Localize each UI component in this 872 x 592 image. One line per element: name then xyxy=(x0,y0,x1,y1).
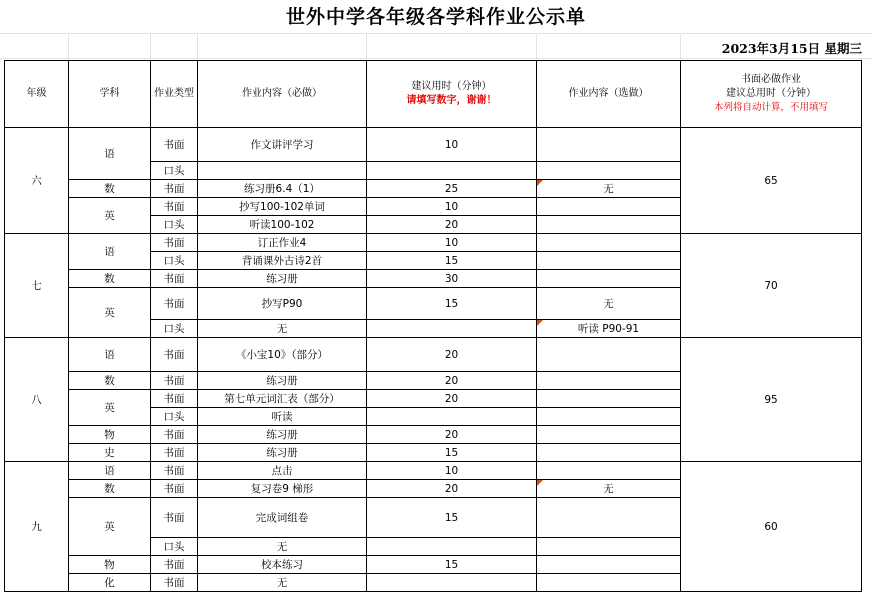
optional-cell[interactable] xyxy=(537,180,681,198)
total-cell[interactable]: 60 xyxy=(681,462,862,592)
time-cell[interactable]: 15 xyxy=(367,498,537,538)
type-cell[interactable]: 书面 xyxy=(151,338,198,372)
optional-cell[interactable] xyxy=(537,390,681,408)
time-cell[interactable] xyxy=(367,162,537,180)
content-cell[interactable]: 练习册 xyxy=(198,426,367,444)
header-type: 作业类型 xyxy=(151,61,198,128)
grade-cell[interactable]: 七 xyxy=(5,234,69,338)
subject-cell[interactable]: 史 xyxy=(69,444,151,462)
time-cell[interactable]: 20 xyxy=(367,216,537,234)
table-row xyxy=(5,462,862,480)
optional-cell[interactable] xyxy=(537,252,681,270)
type-cell[interactable]: 书面 xyxy=(151,444,198,462)
type-cell[interactable]: 口头 xyxy=(151,216,198,234)
subject-cell[interactable]: 语 xyxy=(69,338,151,372)
type-cell[interactable]: 书面 xyxy=(151,372,198,390)
type-cell[interactable]: 书面 xyxy=(151,288,198,320)
time-cell[interactable]: 15 xyxy=(367,556,537,574)
optional-cell[interactable] xyxy=(537,216,681,234)
type-cell[interactable]: 书面 xyxy=(151,270,198,288)
subject-cell[interactable]: 数 xyxy=(69,480,151,498)
header-time-line1: 建议用时（分钟） xyxy=(411,81,492,92)
type-cell[interactable]: 书面 xyxy=(151,556,198,574)
type-cell[interactable]: 书面 xyxy=(151,426,198,444)
content-cell[interactable]: 作文讲评学习 xyxy=(198,128,367,162)
type-cell[interactable]: 口头 xyxy=(151,320,198,338)
type-cell[interactable]: 书面 xyxy=(151,234,198,252)
content-cell[interactable]: 抄写100-102单词 xyxy=(198,198,367,216)
subject-cell[interactable]: 语 xyxy=(69,128,151,180)
header-subject: 学科 xyxy=(69,61,151,128)
date-label: 2023年3月15日 星期三 xyxy=(721,41,862,56)
optional-cell[interactable] xyxy=(537,338,681,372)
time-cell[interactable]: 20 xyxy=(367,426,537,444)
comment-indicator-icon xyxy=(537,480,543,486)
time-cell[interactable]: 20 xyxy=(367,338,537,372)
subject-cell[interactable]: 英 xyxy=(69,498,151,556)
total-cell[interactable]: 95 xyxy=(681,338,862,462)
header-row xyxy=(5,61,862,128)
optional-text: 听读 P90-91 xyxy=(577,322,640,335)
content-cell[interactable]: 练习册 xyxy=(198,270,367,288)
optional-cell[interactable] xyxy=(537,270,681,288)
content-cell[interactable]: 练习册6.4（1） xyxy=(198,180,367,198)
table-row xyxy=(5,338,862,372)
optional-cell[interactable] xyxy=(537,444,681,462)
type-cell[interactable]: 书面 xyxy=(151,480,198,498)
subject-cell[interactable]: 数 xyxy=(69,180,151,198)
header-content-required: 作业内容（必做） xyxy=(198,61,367,128)
optional-cell[interactable] xyxy=(537,408,681,426)
type-cell[interactable]: 书面 xyxy=(151,390,198,408)
table-row xyxy=(5,234,862,252)
subject-cell[interactable]: 数 xyxy=(69,372,151,390)
time-cell[interactable] xyxy=(367,408,537,426)
type-cell[interactable]: 书面 xyxy=(151,128,198,162)
time-cell[interactable]: 15 xyxy=(367,252,537,270)
homework-table xyxy=(4,60,862,592)
type-cell[interactable]: 书面 xyxy=(151,498,198,538)
content-cell[interactable]: 《小宝10》（部分） xyxy=(198,338,367,372)
grade-cell[interactable]: 六 xyxy=(5,128,69,234)
time-cell[interactable]: 15 xyxy=(367,288,537,320)
time-cell[interactable]: 15 xyxy=(367,444,537,462)
content-cell[interactable]: 复习卷9 梯形 xyxy=(198,480,367,498)
grade-cell[interactable]: 九 xyxy=(5,462,69,592)
content-cell[interactable]: 练习册 xyxy=(198,372,367,390)
content-cell[interactable]: 练习册 xyxy=(198,444,367,462)
subject-cell[interactable]: 数 xyxy=(69,270,151,288)
type-cell[interactable]: 书面 xyxy=(151,574,198,592)
time-cell[interactable]: 10 xyxy=(367,462,537,480)
optional-cell[interactable] xyxy=(537,498,681,538)
content-cell[interactable]: 无 xyxy=(198,574,367,592)
content-cell[interactable]: 第七单元词汇表（部分） xyxy=(198,390,367,408)
time-cell[interactable]: 20 xyxy=(367,480,537,498)
subject-cell[interactable]: 化 xyxy=(69,574,151,592)
optional-cell[interactable] xyxy=(537,234,681,252)
subject-cell[interactable]: 英 xyxy=(69,390,151,426)
time-cell[interactable]: 10 xyxy=(367,234,537,252)
content-cell[interactable] xyxy=(198,162,367,180)
header-time-line2: 请填写数字，谢谢！ xyxy=(406,95,497,106)
time-cell[interactable]: 30 xyxy=(367,270,537,288)
type-cell[interactable]: 口头 xyxy=(151,538,198,556)
optional-text: 无 xyxy=(603,482,614,495)
optional-cell[interactable] xyxy=(537,426,681,444)
content-cell[interactable]: 订正作业4 xyxy=(198,234,367,252)
content-cell[interactable]: 无 xyxy=(198,320,367,338)
header-time xyxy=(367,61,537,128)
page-title: 世外中学各年级各学科作业公示单 xyxy=(285,6,586,28)
type-cell[interactable]: 书面 xyxy=(151,462,198,480)
subject-cell[interactable]: 英 xyxy=(69,198,151,234)
content-cell[interactable]: 背诵课外古诗2首 xyxy=(198,252,367,270)
time-cell[interactable]: 20 xyxy=(367,372,537,390)
optional-cell[interactable] xyxy=(537,574,681,592)
header-total-line1: 书面必做作业 xyxy=(741,74,801,85)
header-total-line3: 本列将自动计算，不用填写 xyxy=(713,102,828,113)
optional-cell[interactable] xyxy=(537,538,681,556)
content-cell[interactable]: 听读 xyxy=(198,408,367,426)
optional-text: 无 xyxy=(603,182,614,195)
time-cell[interactable]: 25 xyxy=(367,180,537,198)
content-cell[interactable]: 听读100-102 xyxy=(198,216,367,234)
total-cell[interactable]: 70 xyxy=(681,234,862,338)
optional-cell[interactable]: 无 xyxy=(537,288,681,320)
type-cell[interactable]: 口头 xyxy=(151,408,198,426)
subject-cell[interactable]: 物 xyxy=(69,426,151,444)
type-cell[interactable]: 书面 xyxy=(151,180,198,198)
optional-cell[interactable] xyxy=(537,372,681,390)
optional-cell[interactable] xyxy=(537,128,681,162)
header-grade: 年级 xyxy=(5,61,69,128)
type-cell[interactable]: 口头 xyxy=(151,162,198,180)
total-cell[interactable]: 65 xyxy=(681,128,862,234)
header-content-optional: 作业内容（选做） xyxy=(537,61,681,128)
comment-indicator-icon xyxy=(537,180,543,186)
time-cell[interactable] xyxy=(367,320,537,338)
subject-cell[interactable]: 语 xyxy=(69,462,151,480)
type-cell[interactable]: 口头 xyxy=(151,252,198,270)
time-cell[interactable]: 20 xyxy=(367,390,537,408)
header-total-line2: 建议总用时（分钟） xyxy=(726,88,816,99)
table-row xyxy=(5,128,862,162)
optional-cell[interactable] xyxy=(537,320,681,338)
time-cell[interactable] xyxy=(367,574,537,592)
content-cell[interactable]: 点击 xyxy=(198,462,367,480)
time-cell[interactable]: 10 xyxy=(367,198,537,216)
time-cell[interactable] xyxy=(367,538,537,556)
content-cell[interactable]: 无 xyxy=(198,538,367,556)
subject-cell[interactable]: 英 xyxy=(69,288,151,338)
content-cell[interactable]: 抄写P90 xyxy=(198,288,367,320)
optional-cell[interactable] xyxy=(537,162,681,180)
optional-cell[interactable] xyxy=(537,480,681,498)
grade-cell[interactable]: 八 xyxy=(5,338,69,462)
optional-cell[interactable] xyxy=(537,556,681,574)
comment-indicator-icon xyxy=(537,320,543,326)
header-total xyxy=(681,61,862,128)
type-cell[interactable]: 书面 xyxy=(151,198,198,216)
content-cell[interactable]: 完成词组卷 xyxy=(198,498,367,538)
optional-cell[interactable] xyxy=(537,462,681,480)
content-cell[interactable]: 校本练习 xyxy=(198,556,367,574)
subject-cell[interactable]: 语 xyxy=(69,234,151,270)
subject-cell[interactable]: 物 xyxy=(69,556,151,574)
optional-cell[interactable] xyxy=(537,198,681,216)
time-cell[interactable]: 10 xyxy=(367,128,537,162)
